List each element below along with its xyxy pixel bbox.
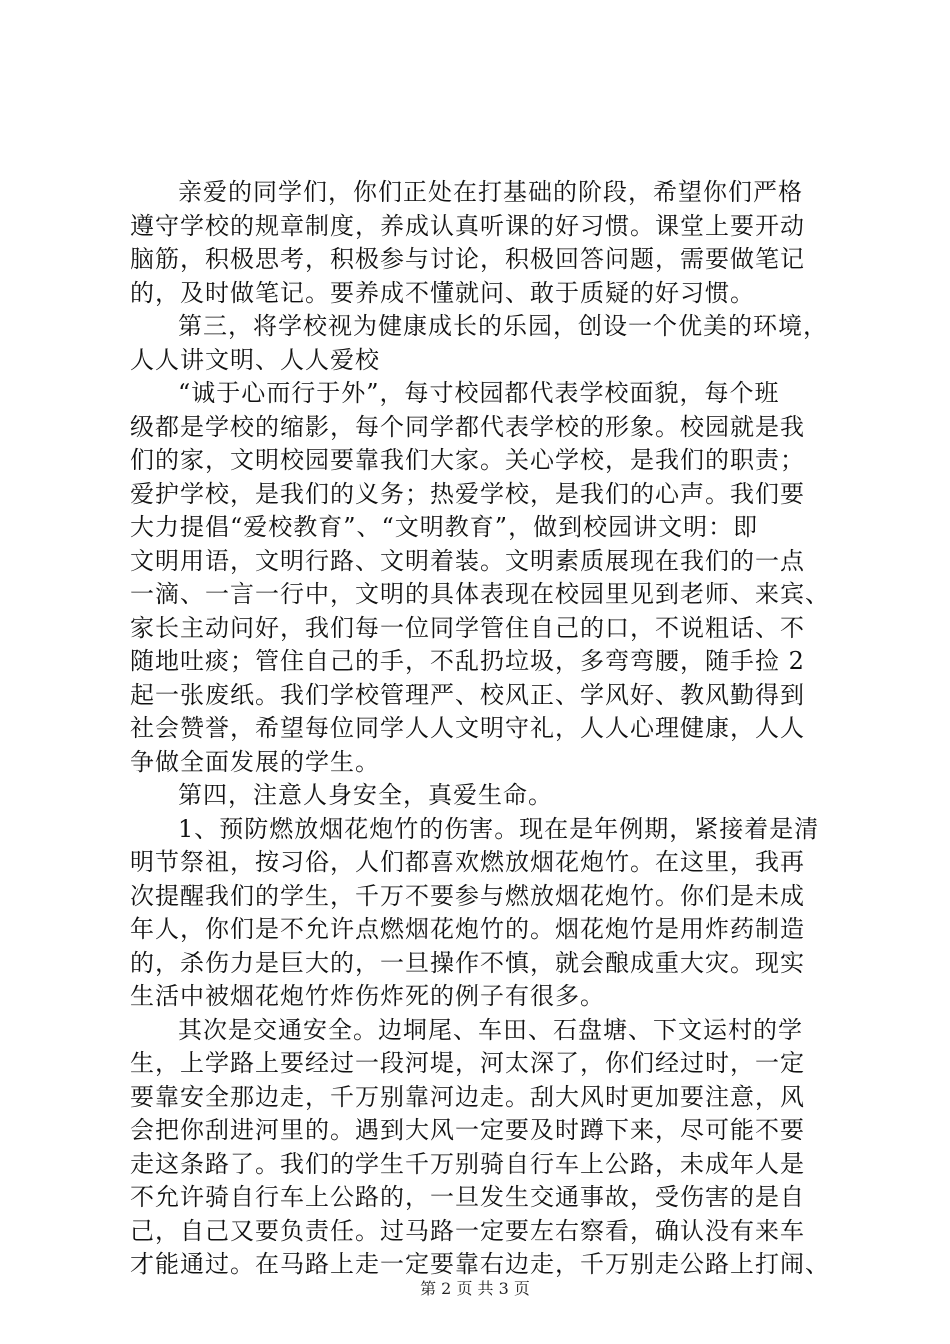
text-line: 明节祭祖，按习俗，人们都喜欢燃放烟花炮竹。在这里，我再 <box>130 848 805 876</box>
text-line: 文明用语，文明行路、文明着装。文明素质展现在我们的一点 <box>130 546 805 575</box>
text-line: 爱护学校，是我们的义务；热爱学校，是我们的心声。我们要 <box>130 479 805 508</box>
text-line: 一滴、一言一行中，文明的具体表现在校园里见到老师、来宾、 <box>130 580 830 608</box>
text-line: 1、预防燃放烟花炮竹的伤害。现在是年例期，紧接着是清 <box>178 814 820 843</box>
text-line: 第四，注意人身安全，真爱生命。 <box>178 781 553 809</box>
text-line: 生活中被烟花炮竹炸伤炸死的例子有很多。 <box>130 982 605 1010</box>
document-body <box>130 176 830 1282</box>
text-line: 争做全面发展的学生。 <box>130 747 380 776</box>
text-line: 们的家，文明校园要靠我们大家。关心学校，是我们的职责； <box>130 446 805 474</box>
text-line: 要靠安全那边走，千万别靠河边走。刮大风时更加要注意，风 <box>130 1082 805 1111</box>
text-line: 大力提倡“爱校教育”、“文明教育”，做到校园讲文明：即 <box>130 513 759 541</box>
text-line: 次提醒我们的学生，千万不要参与燃放烟花炮竹。你们是未成 <box>130 881 805 910</box>
text-line: 起一张废纸。我们学校管理严、校风正、学风好、教风勤得到 <box>130 680 805 709</box>
text-line: 社会赞誉，希望每位同学人人文明守礼，人人心理健康，人人 <box>130 714 805 742</box>
text-line: 级都是学校的缩影，每个同学都代表学校的形象。校园就是我 <box>130 412 805 441</box>
text-line: 第三，将学校视为健康成长的乐园，创设一个优美的环境， <box>178 312 828 340</box>
text-line: “诚于心而行于外”，每寸校园都代表学校面貌，每个班 <box>178 379 780 407</box>
text-line: 亲爱的同学们，你们正处在打基础的阶段，希望你们严格 <box>178 178 803 206</box>
text-line: 年人，你们是不允许点燃烟花炮竹的。烟花炮竹是用炸药制造 <box>130 915 805 943</box>
text-line: 走这条路了。我们的学生千万别骑自行车上公路，未成年人是 <box>130 1149 805 1178</box>
page-number-footer: 第 2 页 共 3 页 <box>420 1279 530 1298</box>
text-line: 人人讲文明、人人爱校 <box>130 345 380 374</box>
text-line: 会把你刮进河里的。遇到大风一定要及时蹲下来，尽可能不要 <box>130 1116 805 1144</box>
text-line: 随地吐痰；管住自己的手，不乱扔垃圾，多弯弯腰，随手捡 2 <box>130 647 805 675</box>
text-line: 遵守学校的规章制度，养成认真听课的好习惯。课堂上要开动 <box>130 211 805 240</box>
text-line: 家长主动问好，我们每一位同学管住自己的口，不说粗话、不 <box>130 613 805 642</box>
text-line: 的，及时做笔记。要养成不懂就问、敢于质疑的好习惯。 <box>130 278 755 307</box>
text-line: 己，自己又要负责任。过马路一定要左右察看，确认没有来车 <box>130 1216 805 1245</box>
text-line: 其次是交通安全。边垌尾、车田、石盘塘、下文运村的学 <box>178 1015 803 1044</box>
text-line: 才能通过。在马路上走一定要靠右边走，千万别走公路上打闹、 <box>130 1250 830 1278</box>
text-line: 生，上学路上要经过一段河堤，河太深了，你们经过时，一定 <box>130 1049 805 1077</box>
text-line: 脑筋，积极思考，积极参与讨论，积极回答问题，需要做笔记 <box>130 245 805 273</box>
text-line: 不允许骑自行车上公路的，一旦发生交通事故，受伤害的是自 <box>130 1183 805 1211</box>
text-line: 的，杀伤力是巨大的，一旦操作不慎，就会酿成重大灾。现实 <box>130 948 805 977</box>
